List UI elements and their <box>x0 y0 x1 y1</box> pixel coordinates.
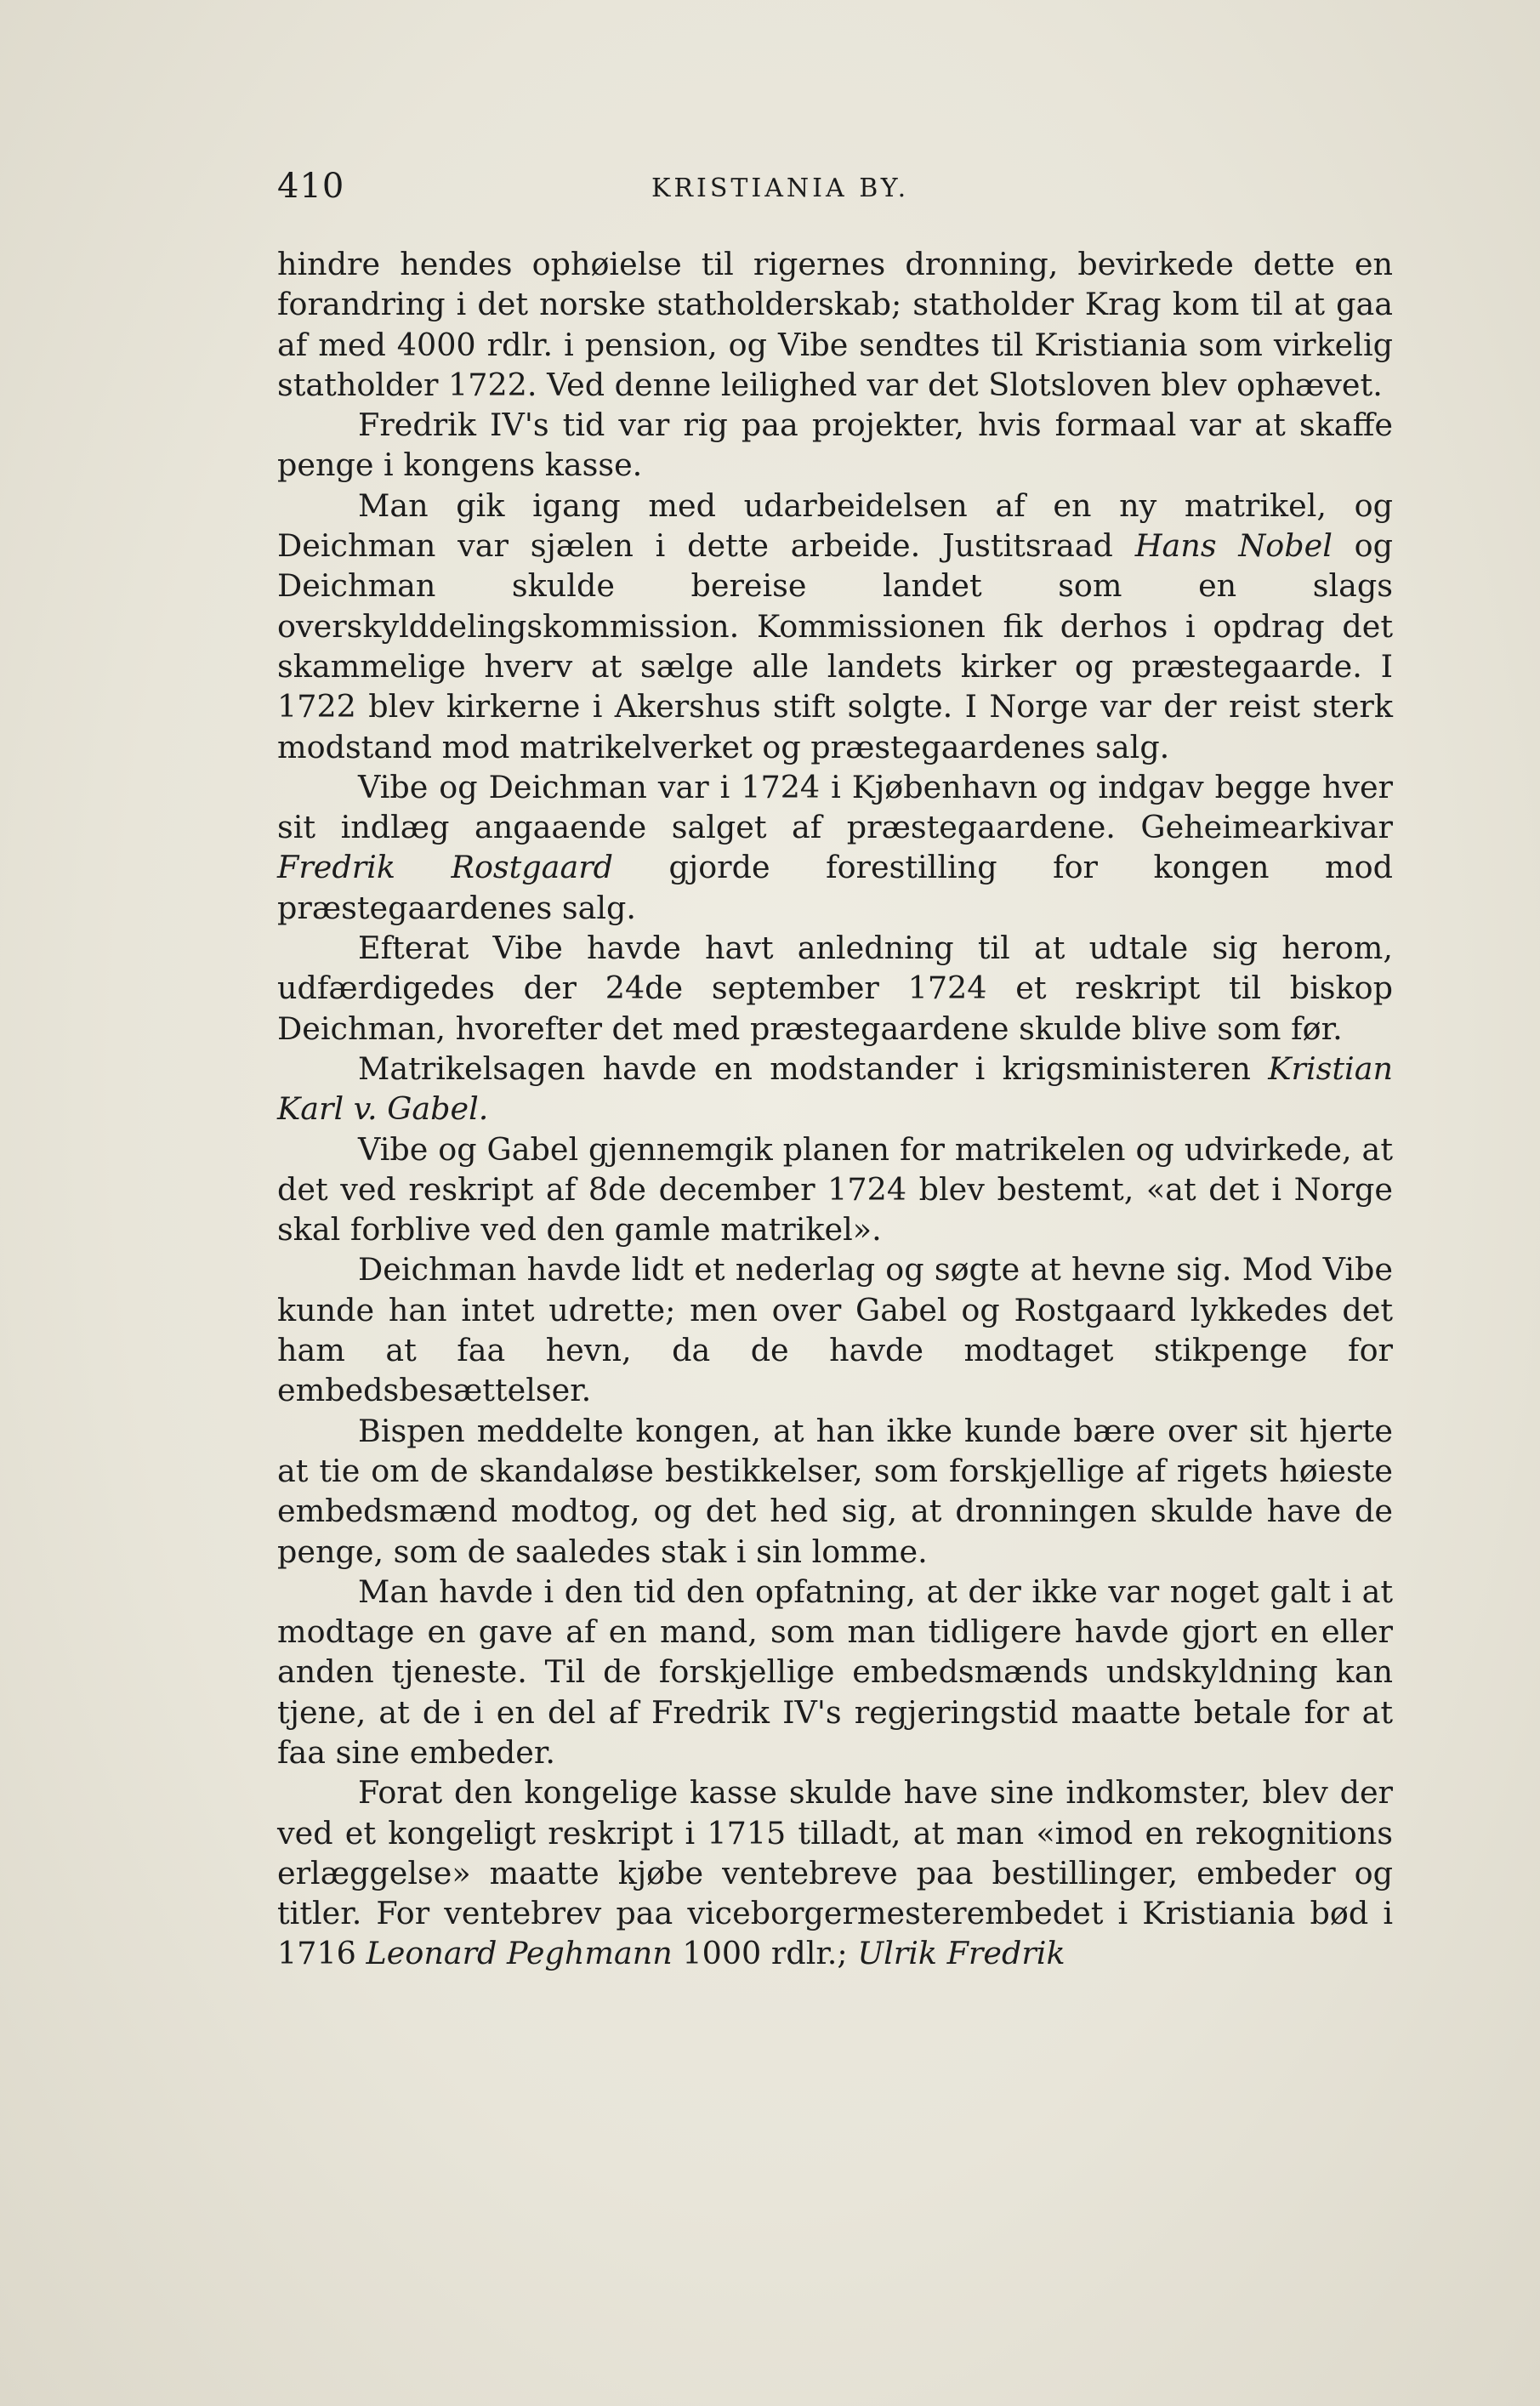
paragraph <box>277 1129 1393 1250</box>
paragraph <box>277 1249 1393 1410</box>
paragraph <box>277 405 1393 486</box>
italic-name: Hans Nobel <box>1134 527 1333 565</box>
paragraph <box>277 1049 1393 1129</box>
paragraph <box>277 244 1393 405</box>
text-segment: Matrikelsagen havde en modstander i krigsministeren <box>358 1049 1269 1087</box>
text-segment: Vibe og Deichman var i 1724 i Kjøbenhavn og indgav begge hver sit indlæg angaaende salget af præstegaardene. Geheimearkivar <box>277 768 1393 846</box>
running-head: KRISTIANIA BY. <box>651 173 910 203</box>
text-segment: Vibe og Gabel gjennemgik planen for matrikelen og udvirkede, at det ved reskript af 8de december 1724 blev bestemt, «at det i Norge skal forblive ved den gamle matrikel». <box>277 1130 1393 1249</box>
body-text <box>277 244 1393 1974</box>
text-segment: Man gik igang med udarbeidelsen af en ny matrikel, og Deichman var sjælen i dette arbeide. Justitsraad <box>277 486 1393 565</box>
italic-name: Kristian Karl v. Gabel. <box>277 1049 1393 1128</box>
text-segment: Deichman havde lidt et nederlag og søgte at hevne sig. Mod Vibe kunde han intet udrette; men over Gabel og Rostgaard lykkedes det ham at faa hevn, da de havde modtaget stikpenge for embedsbesættelser. <box>277 1251 1393 1409</box>
text-segment: Forat den kongelige kasse skulde have sine indkomster, blev der ved et kongeligt reskript i 1715 tilladt, at man «imod en rekognitions erlæggelse» maatte kjøbe ventebreve paa bestillinger, embeder og titler. For ventebrev paa viceborgermesterembedet i Kristiania bød i 1716 <box>277 1774 1393 1972</box>
paragraph <box>277 486 1393 767</box>
italic-name: Fredrik Rostgaard <box>277 849 614 886</box>
paragraph <box>277 767 1393 928</box>
text-segment: hindre hendes ophøielse til rigernes dronning, bevirkede dette en forandring i det norske statholderskab; statholder Krag kom til at gaa af med 4000 rdlr. i pension, og Vibe sendtes til Kristiania som virkelig statholder 1722. Ved denne leilighed var det Slotsloven blev ophævet. <box>277 246 1393 403</box>
paragraph <box>277 1572 1393 1772</box>
paragraph <box>277 928 1393 1049</box>
paragraph <box>277 1411 1393 1572</box>
page-header <box>277 167 1393 209</box>
text-segment: Fredrik IV's tid var rig paa projekter, hvis formaal var at skaffe penge i kongens kasse. <box>277 407 1393 484</box>
text-segment: Man havde i den tid den opfatning, at der ikke var noget galt i at modtage en gave af en mand, som man tidligere havde gjort en eller anden tjeneste. Til de forskjellige embedsmænds undskyldning kan tjene, at de i en del af Fredrik IV's regjeringstid maatte betale for at faa sine embeder. <box>277 1573 1393 1771</box>
text-segment: gjorde forestilling for kongen mod præstegaardenes salg. <box>277 849 1393 926</box>
italic-name: Ulrik Fredrik <box>857 1935 1065 1972</box>
text-segment: Efterat Vibe havde havt anledning til at udtale sig herom, udfærdigedes der 24de september 1724 et reskript til biskop Deichman, hvorefter det med præstegaardene skulde blive som før. <box>277 930 1393 1047</box>
italic-name: Leonard Peghmann <box>366 1935 673 1972</box>
text-segment: 1000 rdlr.; <box>672 1935 858 1972</box>
text-segment: Bispen meddelte kongen, at han ikke kunde bære over sit hjerte at tie om de skandaløse bestikkelser, som forskjellige af rigets høieste embedsmænd modtog, og det hed sig, at dronningen skulde have de penge, som de saaledes stak i sin lomme. <box>277 1412 1393 1570</box>
page-number: 410 <box>277 167 345 206</box>
text-segment: og Deichman skulde bereise landet som en slags overskylddelingskommission. Kommissionen fik derhos i opdrag det skammelige hverv at sælge alle landets kirker og præstegaarde. I 1722 blev kirkerne i Akershus stift solgte. I Norge var der reist sterk modstand mod matrikelverket og præstegaardenes salg. <box>277 527 1394 765</box>
paragraph <box>277 1772 1393 1973</box>
